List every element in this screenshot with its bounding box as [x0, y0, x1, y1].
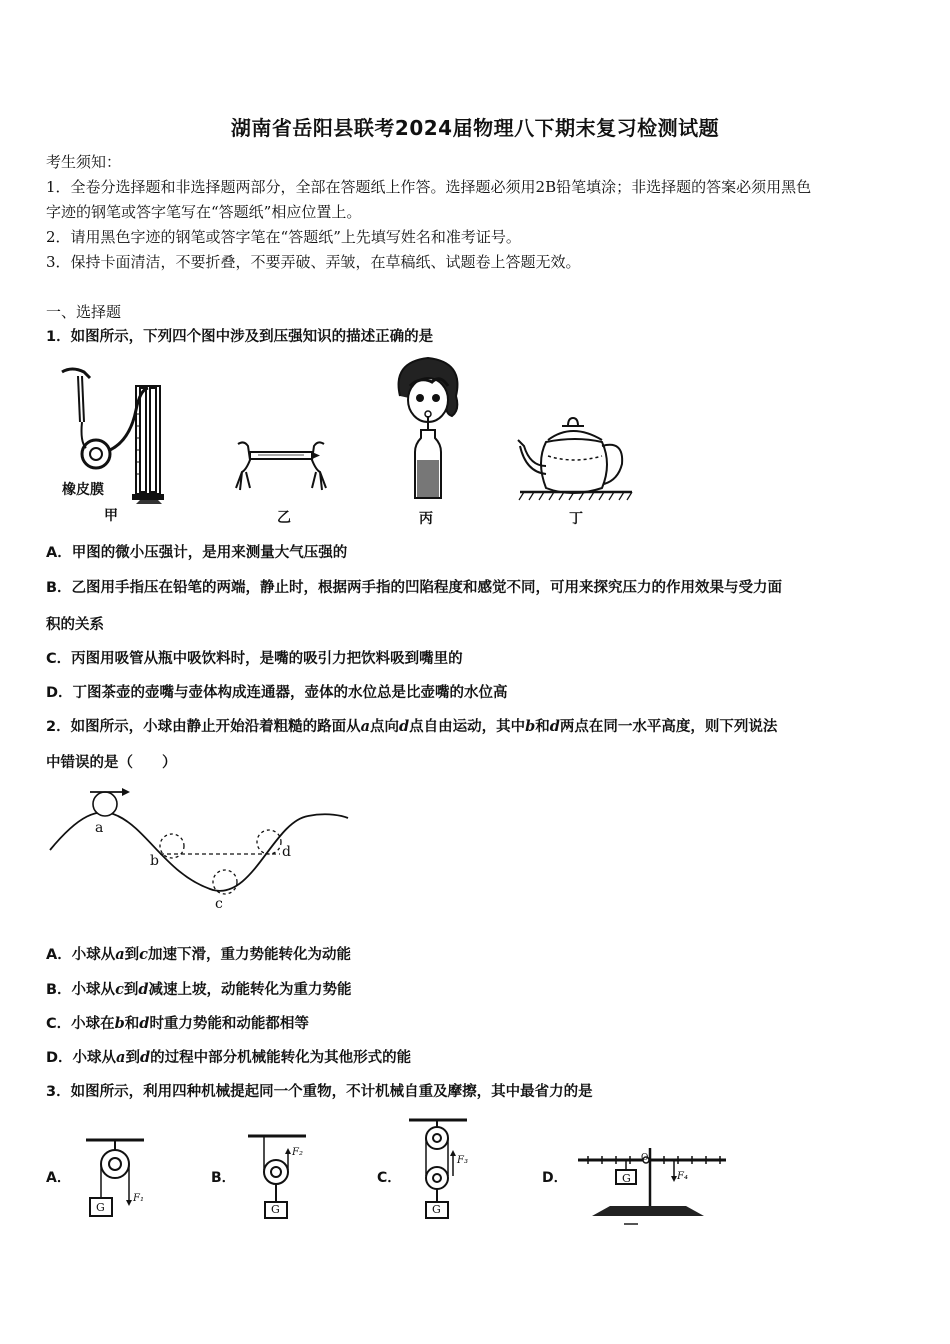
q2-option-b [46, 980, 352, 1000]
q2-point-a: a [95, 820, 104, 836]
q2-option-d [46, 1048, 411, 1068]
q2-stem-part: 点自由运动，其中 [409, 719, 526, 735]
q3-option-a-label: A． [46, 1170, 71, 1186]
q1-option-b: B．乙图用手指压在铅笔的两端，静止时，根据两手指的凹陷程度和感觉不同，可用来探究压力的作用效果与受力面 [46, 580, 783, 596]
q2-option-text: 时重力势能和动能都相等 [149, 1016, 309, 1032]
q3-d-weight: G [622, 1172, 631, 1185]
q2-option-var: a [115, 946, 125, 963]
q2-option-text: C．小球在 [46, 1016, 115, 1032]
q2-point-d: d [282, 844, 291, 860]
q3-figure-a-fixed-pulley [82, 1134, 152, 1220]
q2-var-d: d [549, 718, 560, 735]
q2-var-a: a [360, 718, 370, 735]
q1-stem: 1．如图所示，下列四个图中涉及到压强知识的描述正确的是 [46, 329, 434, 345]
q2-option-var: d [139, 1015, 150, 1032]
q2-option-text: 减速上坡，动能转化为重力势能 [148, 982, 352, 998]
q2-point-c: c [215, 896, 223, 912]
notice-item-2: 2．请用黑色字迹的钢笔或答字笔在“答题纸”上先填写姓名和准考证号。 [46, 228, 521, 246]
q3-option-c-label: C． [377, 1170, 402, 1186]
q1-option-a: A．甲图的微小压强计，是用来测量大气压强的 [46, 545, 348, 561]
q1-label-jia: 甲 [104, 508, 118, 524]
q2-option-text: 和 [124, 1016, 140, 1032]
q1-membrane-tag: 橡皮膜 [62, 482, 104, 498]
q2-option-text: D．小球从 [46, 1050, 117, 1066]
notice-item-1-cont: 字迹的钢笔或答字笔写在“答题纸”相应位置上。 [46, 203, 362, 221]
q2-stem-part: 和 [535, 719, 550, 735]
section-title: 一、选择题 [46, 303, 122, 321]
q2-stem-part: 2．如图所示，小球由静止开始沿着粗糙的路面从 [46, 719, 361, 735]
q2-option-var: d [139, 1049, 151, 1066]
q1-option-d: D．丁图茶壶的壶嘴与壶体构成连通器，壶体的水位总是比壶嘴的水位高 [46, 685, 508, 701]
q2-option-text: 到 [123, 982, 139, 998]
q2-option-var: d [138, 981, 149, 998]
q3-option-b-label: B． [211, 1170, 236, 1186]
q2-option-a [46, 945, 351, 965]
q2-option-text: 到 [125, 1050, 140, 1066]
q2-option-text: 的过程中部分机械能转化为其他形式的能 [150, 1050, 412, 1066]
q2-option-var: b [114, 1015, 125, 1032]
q2-stem [46, 717, 777, 737]
q3-figure-d-lever [574, 1144, 730, 1226]
q2-figure-road [48, 786, 353, 916]
q3-b-weight: G [271, 1203, 280, 1216]
page-title: 湖南省岳阳县联考2024届物理八下期末复习检测试题 [230, 116, 720, 140]
q2-option-var: a [116, 1049, 126, 1066]
q1-label-bing: 丙 [419, 511, 433, 527]
q2-point-b: b [150, 853, 159, 869]
q2-option-text: B．小球从 [46, 982, 116, 998]
q2-option-var: c [115, 981, 124, 998]
q2-option-text: A．小球从 [46, 947, 116, 963]
q2-option-text: 加速下滑，重力势能转化为动能 [147, 947, 351, 963]
q1-option-b-cont: 积的关系 [46, 617, 104, 633]
q1-figure-bing [388, 356, 468, 506]
q1-figure-yi [228, 438, 338, 498]
q3-d-fulcrum: O [641, 1153, 649, 1163]
notice-item-1: 1．全卷分选择题和非选择题两部分，全部在答题纸上作答。选择题必须用2B铅笔填涂；非选择题的答案必须用黑色 [46, 178, 812, 196]
q3-b-force: F₂ [292, 1147, 303, 1158]
q2-var-b: b [525, 718, 536, 735]
q2-stem-line2: 中错误的是（ ） [46, 755, 177, 771]
q3-a-force: F₁ [133, 1193, 144, 1204]
q2-stem-part: 两点在同一水平高度，则下列说法 [559, 719, 778, 735]
q2-option-var: c [139, 946, 148, 963]
q3-d-force: F₄ [677, 1171, 688, 1182]
q2-option-text: 到 [124, 947, 140, 963]
q1-figure-ding [516, 412, 636, 512]
q2-option-c [46, 1014, 309, 1034]
q3-option-d-label: D． [542, 1170, 568, 1186]
q1-label-yi: 乙 [277, 510, 291, 526]
notice-item-3: 3．保持卡面清洁，不要折叠，不要弄破、弄皱，在草稿纸、试题卷上答题无效。 [46, 253, 581, 271]
q2-var-d: d [399, 718, 410, 735]
q3-c-weight: G [432, 1203, 441, 1216]
q1-label-ding: 丁 [569, 511, 583, 527]
q1-option-c: C．丙图用吸管从瓶中吸饮料时，是嘴的吸引力把饮料吸到嘴里的 [46, 651, 463, 667]
notice-heading: 考生须知： [46, 153, 122, 171]
q3-c-force: F₃ [457, 1155, 468, 1166]
q3-stem: 3．如图所示，利用四种机械提起同一个重物，不计机械自重及摩擦，其中最省力的是 [46, 1084, 593, 1100]
q3-a-weight: G [96, 1201, 105, 1214]
q2-stem-part: 点向 [370, 719, 399, 735]
